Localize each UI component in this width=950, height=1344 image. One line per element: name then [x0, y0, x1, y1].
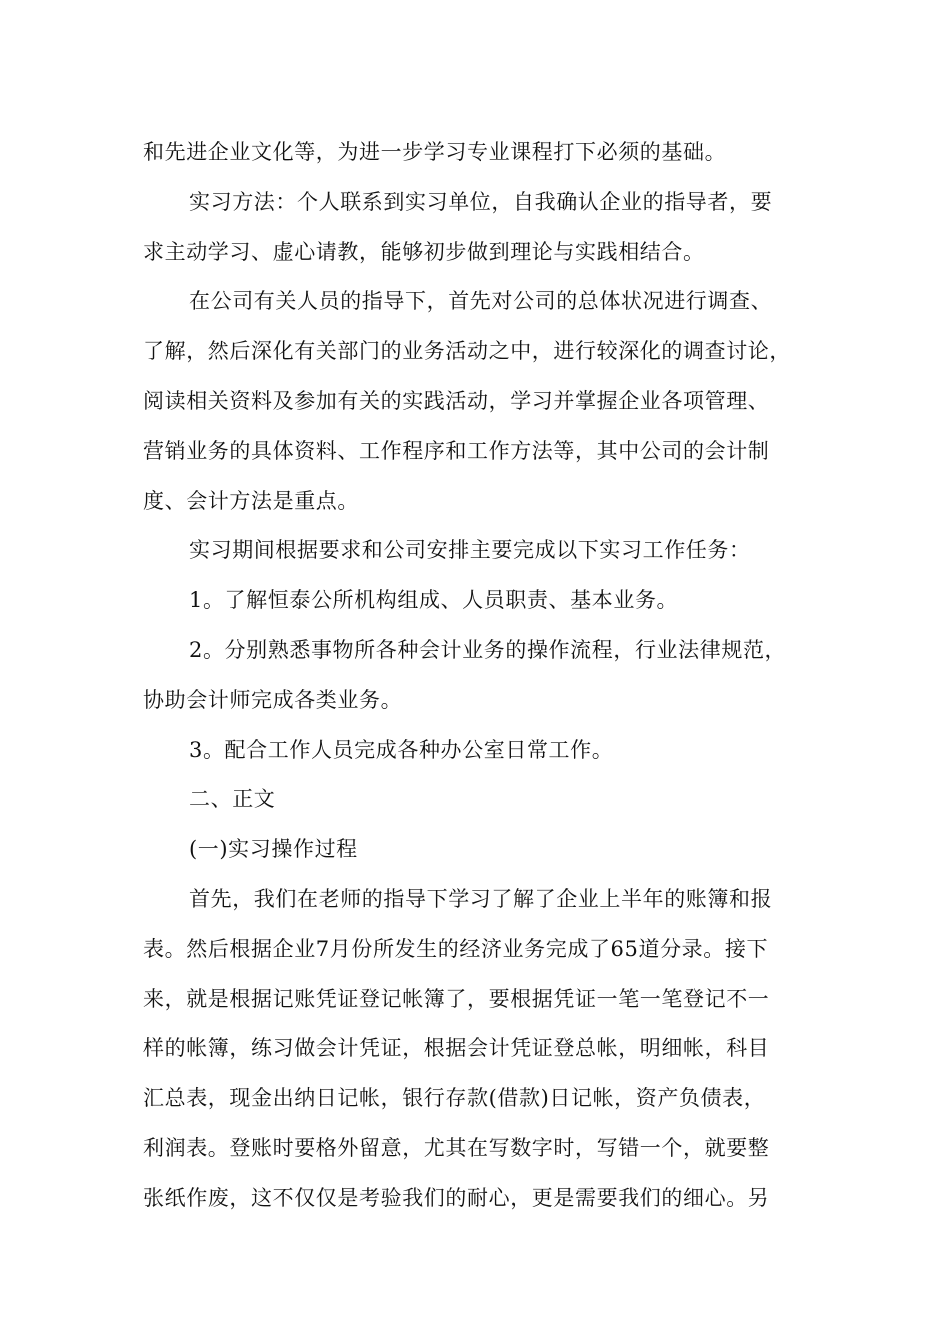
- text-line: 张纸作废，这不仅仅是考验我们的耐心，更是需要我们的细心。另: [143, 1185, 770, 1210]
- text-line: 来，就是根据记账凭证登记帐簿了，要根据凭证一笔一笔登记不一: [143, 986, 770, 1011]
- text-line: 汇总表，现金出纳日记帐，银行存款(借款)日记帐，资产负债表，: [143, 1086, 766, 1111]
- text-line: 实习期间根据要求和公司安排主要完成以下实习工作任务：: [189, 538, 751, 563]
- text-line: (一)实习操作过程: [189, 837, 358, 862]
- text-line: 表。然后根据企业7月份所发生的经济业务完成了65道分录。接下: [143, 936, 769, 961]
- text-line: 2。分别熟悉事物所各种会计业务的操作流程，行业法律规范，: [189, 637, 787, 662]
- text-line: 和先进企业文化等，为进一步学习专业课程打下必须的基础。: [143, 140, 727, 164]
- text-line: 利润表。登账时要格外留意，尤其在写数字时，写错一个，就要整: [143, 1135, 770, 1160]
- text-line: 协助会计师完成各类业务。: [143, 687, 403, 712]
- text-line: 了解，然后深化有关部门的业务活动之中，进行较深化的调查讨论，: [143, 339, 791, 364]
- text-line: 二、正文: [189, 787, 276, 812]
- text-line: 首先，我们在老师的指导下学习了解了企业上半年的账簿和报: [189, 886, 773, 911]
- text-line: 在公司有关人员的指导下，首先对公司的总体状况进行调查、: [189, 289, 773, 314]
- text-line: 度、会计方法是重点。: [143, 488, 359, 513]
- text-line: 实习方法：个人联系到实习单位，自我确认企业的指导者，要: [189, 189, 773, 214]
- text-line: 样的帐簿，练习做会计凭证，根据会计凭证登总帐，明细帐，科目: [143, 1036, 770, 1061]
- text-line: 阅读相关资料及参加有关的实践活动，学习并掌握企业各项管理、: [143, 388, 770, 413]
- text-line: 营销业务的具体资料、工作程序和工作方法等，其中公司的会计制: [143, 438, 770, 463]
- text-line: 3。配合工作人员完成各种办公室日常工作。: [189, 737, 614, 762]
- text-line: 1。了解恒泰公所机构组成、人员职责、基本业务。: [189, 588, 679, 613]
- document-body: [143, 128, 823, 1224]
- text-line: 求主动学习、虚心请教，能够初步做到理论与实践相结合。: [143, 239, 705, 264]
